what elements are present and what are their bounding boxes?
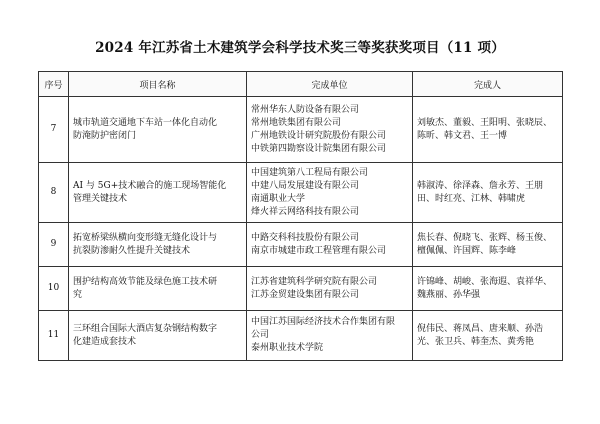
completion-unit: 中建八局发展建设有限公司 [251,180,360,191]
row-seq: 8 [39,163,69,223]
completion-people-line: 倪伟民、蒋凤昌、唐来顺、孙浩 [417,323,544,334]
page-title: 2024 年江苏省土木建筑学会科学技术奖三等奖获奖项目（11 项） [95,40,505,56]
project-name [69,163,247,223]
completion-unit: 南通职业大学 [251,193,306,204]
project-name-line: 究 [73,289,83,300]
completion-people-line: 许锦峰、胡峻、张海遐、袁祥华、 [417,276,553,287]
completion-unit: 泰州职业技术学院 [251,343,324,353]
completion-people [413,97,563,163]
project-name-line: 化建造成套技术 [73,336,137,347]
completion-unit: 江苏省建筑科学研究院有限公司 [251,276,378,287]
project-name-line: AI 与 5G+技术融合的施工现场智能化 [73,180,227,191]
project-name [69,223,247,267]
completion-people [413,163,563,223]
table-header-row [39,72,563,97]
table-row [39,223,563,267]
project-name-line: 防淹防护密闭门 [73,130,137,141]
completion-people-line: 韩淑涛、徐泽森、詹永芳、王朋 [417,180,544,191]
header-seq: 序号 [39,72,69,97]
completion-unit: 常州华东人防设备有限公司 [251,104,360,115]
completion-units [247,311,413,361]
completion-units [247,267,413,311]
completion-unit: 常州地铁集团有限公司 [251,117,342,128]
completion-people-line: 陈昕、韩文君、王一博 [417,130,508,141]
completion-people-line: 光、张卫兵、韩奎杰、黄秀艳 [417,336,535,347]
header-project-name: 项目名称 [69,72,247,97]
completion-people-line: 檀佩佩、许国辉、陈李峰 [417,245,517,256]
awards-table [38,71,563,361]
completion-units [247,163,413,223]
header-people: 完成人 [413,72,563,97]
project-name [69,267,247,311]
row-seq: 11 [39,311,69,361]
header-unit: 完成单位 [247,72,413,97]
completion-people [413,267,563,311]
table-row [39,97,563,163]
completion-unit: 南京市城建市政工程管理有限公司 [251,245,387,256]
project-name-line: 管理关键技术 [73,193,128,204]
table-row [39,311,563,361]
completion-unit: 中铁第四勘察设计院集团有限公司 [251,143,387,154]
project-name-line: 拓宽桥梁纵横向变形缝无缝化设计与 [73,232,218,243]
completion-units [247,223,413,267]
project-name [69,311,247,361]
project-name-line: 围护结构高效节能及绿色施工技术研 [73,276,218,287]
completion-unit: 公司 [251,330,270,340]
completion-people [413,311,563,361]
completion-people-line: 刘敏杰、董毅、王阳明、张晓辰、 [417,117,553,128]
completion-unit: 中路交科科技股份有限公司 [251,232,360,243]
project-name-line: 抗裂防渗耐久性提升关键技术 [73,245,191,256]
completion-unit: 江苏金贸建设集团有限公司 [251,289,360,300]
completion-people-line: 魏燕丽、孙华强 [417,289,481,300]
completion-people-line: 田、时红亮、江林、韩啸虎 [417,193,526,204]
table-row [39,267,563,311]
project-name [69,97,247,163]
completion-unit: 烽火祥云网络科技有限公司 [251,206,360,217]
completion-unit: 中国建筑第八工程局有限公司 [251,167,369,178]
completion-unit: 广州地铁设计研究院股份有限公司 [251,130,387,141]
table-row [39,163,563,223]
completion-people-line: 焦长春、倪晓飞、张辉、杨玉俊、 [417,232,553,243]
project-name-line: 三环组合国际大酒店复杂钢结构数字 [73,323,218,334]
row-seq: 10 [39,267,69,311]
project-name-line: 城市轨道交通地下车站一体化自动化 [73,117,218,128]
completion-units [247,97,413,163]
completion-people [413,223,563,267]
completion-unit: 中国江苏国际经济技术合作集团有限 [251,317,396,327]
row-seq: 9 [39,223,69,267]
row-seq: 7 [39,97,69,163]
